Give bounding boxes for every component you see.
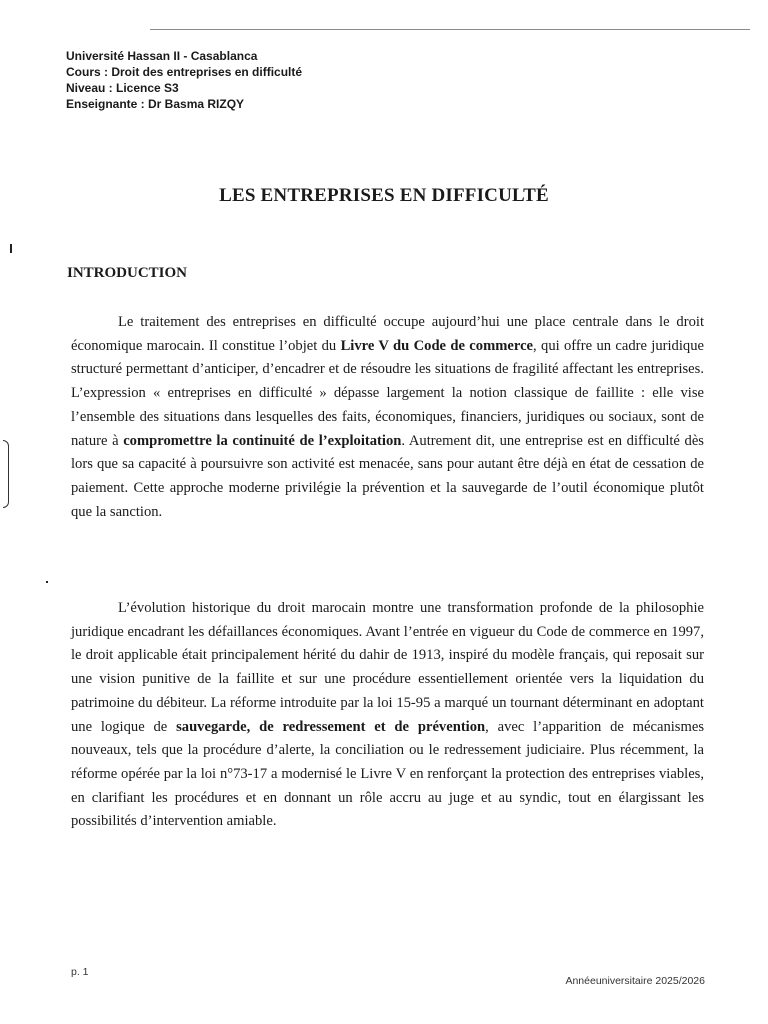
course-name: Cours : Droit des entreprises en difficulté xyxy=(66,65,303,79)
paragraph-1 xyxy=(71,311,704,524)
scan-mark xyxy=(46,581,48,583)
paragraph-2-text-1: L’évolution historique du droit marocain montre une transformation profonde de la philosophie juridique encadrant les défaillances économiques. Avant l’entrée en vigueur du Code de commerce en 1997, le droit applicable était principalement hérité du dahir de 1913, inspiré du modèle français, qui reposait sur une vision punitive de la faillite et sur une procédure essentiellement orientée vers la liquidation du patrimoine du débiteur. La réforme introduite par la loi 15-95 a marqué un tournant déterminant en adoptant une logique de xyxy=(71,600,704,735)
section-heading: INTRODUCTION xyxy=(67,265,188,281)
page-number: p. 1 xyxy=(71,966,89,978)
document-title: LES ENTREPRISES EN DIFFICULTÉ xyxy=(219,185,549,206)
paragraph-1-text-2: , qui offre un cadre juridique structuré permettant d’anticiper, d’encadrer et de résoudre les situations de fragilité affectant les entreprises. L’expression « entreprises en difficulté » dépasse largement la notion classique de faillite : elle vise l’ensemble des situations dans lesquelles des faits, économiques, financiers, juridiques ou sociaux, sont de nature à xyxy=(71,337,704,449)
paragraph-1-bold-2: compromettre la continuité de l’exploitation xyxy=(123,432,402,449)
scan-mark xyxy=(3,440,9,508)
top-rule xyxy=(150,29,750,30)
paragraph-1-bold-1: Livre V du Code de commerce xyxy=(340,337,534,354)
scan-mark xyxy=(10,244,12,253)
paragraph-1-text-3: . Autrement dit, une entreprise est en difficulté dès lors que sa capacité à poursuivre son activité est menacée, sans pour autant être déjà en état de cessation de paiement. Cette approche moderne privilégie la prévention et la sauvegarde de l’outil économique plutôt que la sanction. xyxy=(71,432,704,520)
paragraph-1-text-1: Le traitement des entreprises en difficulté occupe aujourd’hui une place centrale dans le droit économique marocain. Il constitue l’objet du xyxy=(71,314,704,354)
course-level: Niveau : Licence S3 xyxy=(66,81,179,95)
paragraph-2 xyxy=(71,597,704,834)
university-name: Université Hassan II - Casablanca xyxy=(66,49,258,63)
paragraph-2-bold-1: sauvegarde, de redressement et de prévention xyxy=(176,718,486,735)
paragraph-2-text-2: , avec l’apparition de mécanismes nouveaux, tels que la procédure d’alerte, la conciliation ou le redressement judiciaire. Plus récemment, la réforme opérée par la loi n°73-17 a modernisé le Livre V en renforçant la protection des entreprises viables, en clarifiant les procédures et en donnant un rôle accru au juge et au syndic, tout en élargissant les possibilités d’intervention amiable. xyxy=(71,718,704,830)
teacher-name: Enseignante : Dr Basma RIZQY xyxy=(66,97,245,111)
course-header xyxy=(66,48,302,112)
academic-year: Annéeuniversitaire 2025/2026 xyxy=(565,975,705,987)
